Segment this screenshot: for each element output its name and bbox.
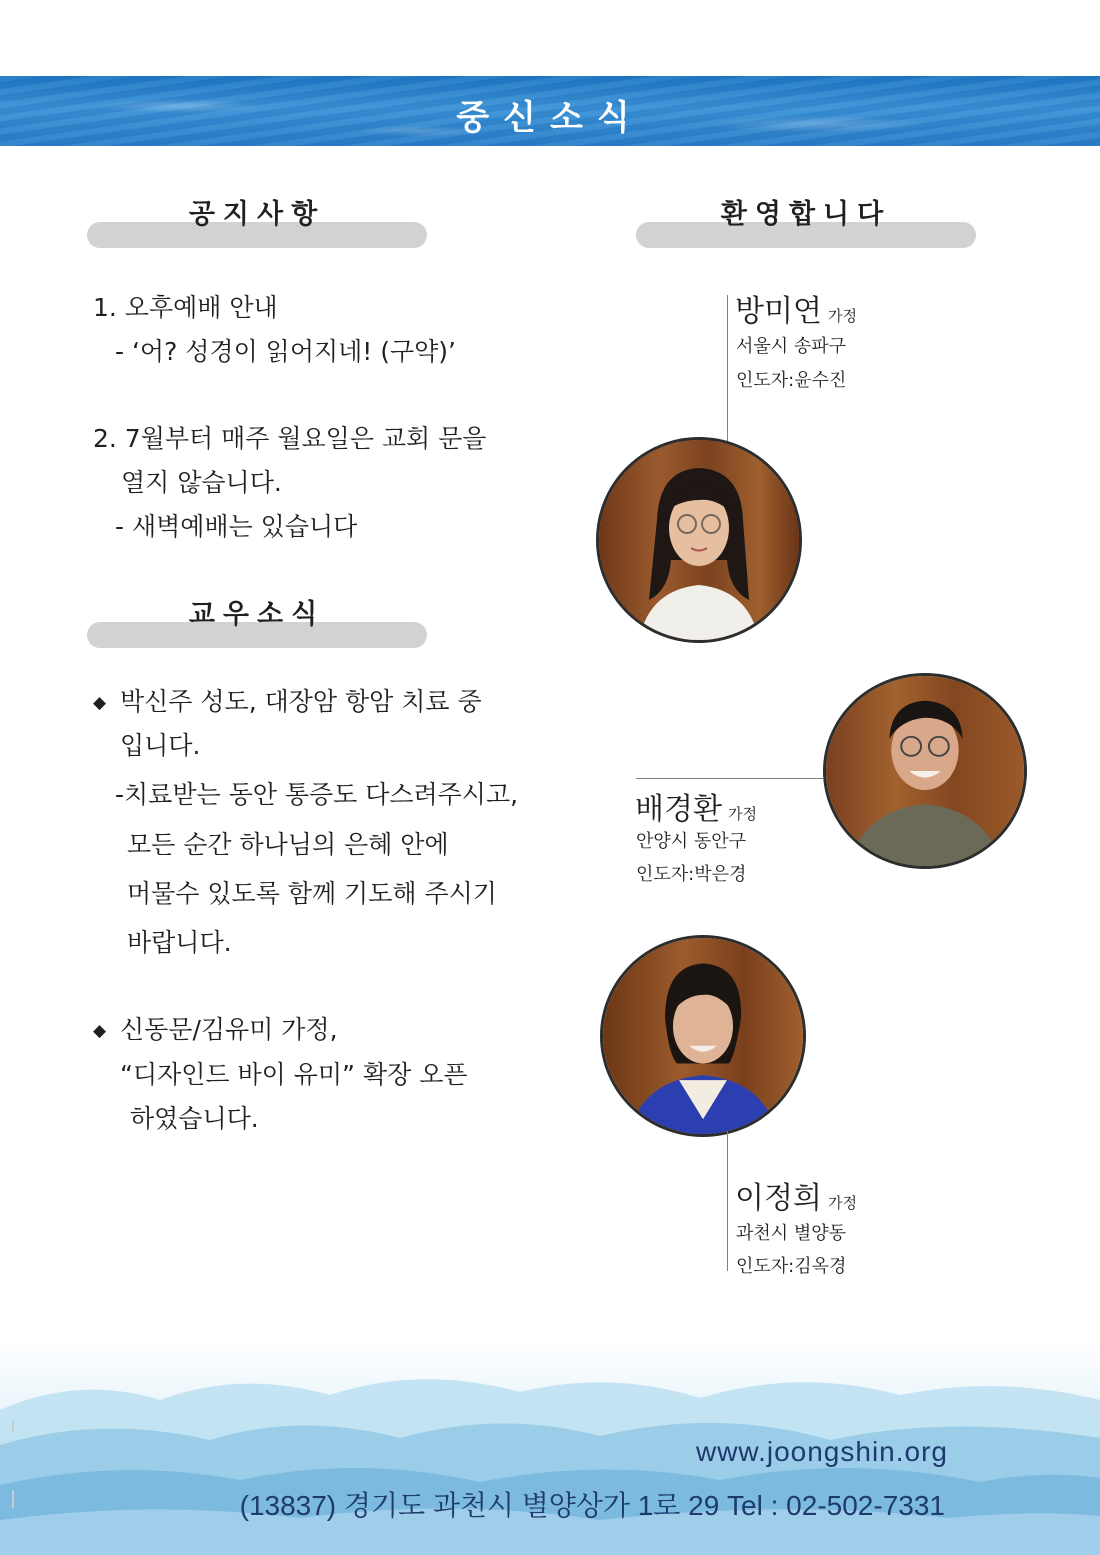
member-guide: 인도자:박은경: [636, 864, 747, 885]
member-guide: 인도자:김옥경: [736, 1256, 847, 1277]
member-name-line: [735, 1173, 857, 1217]
member-location: 서울시 송파구: [736, 336, 847, 357]
members-news-heading: 교우소식: [188, 599, 326, 630]
notice-item-2-title: 2. 7월부터 매주 월요일은 교회 문을: [93, 424, 487, 453]
member-photo-3: [600, 935, 806, 1137]
news-1-line-6: 바랍니다.: [127, 928, 232, 957]
member-name-line: [635, 784, 757, 828]
member-suffix: 가정: [827, 307, 857, 325]
banner-title: 중신소식: [456, 98, 644, 138]
news-2-line-1: 신동문/김유미 가정,: [120, 1015, 338, 1044]
news-1-line-4: 모든 순간 하나님의 은혜 안에: [127, 830, 449, 859]
news-1-line-5: 머물수 있도록 함께 기도해 주시기: [127, 879, 497, 908]
member-location: 안양시 동안구: [636, 831, 747, 852]
member-location: 과천시 별양동: [736, 1223, 847, 1244]
news-1-line-2: 입니다.: [120, 731, 201, 760]
notice-item-2-cont: 열지 않습니다.: [121, 468, 282, 497]
notice-item-1-detail: - ‘어? 성경이 읽어지네! (구약)’: [115, 337, 457, 366]
member-suffix: 가정: [727, 805, 757, 823]
member-name-line: [735, 286, 857, 330]
member-name: 방미연: [735, 294, 822, 329]
members-news-section-header: [87, 590, 427, 650]
notice-section-header: [87, 190, 427, 250]
news-1-line-1: 박신주 성도, 대장암 항암 치료 중: [120, 687, 482, 716]
member-guide: 인도자:윤수진: [736, 370, 847, 391]
diamond-bullet-icon: ◆: [93, 693, 107, 713]
news-1-line-3: -치료받는 동안 통증도 다스려주시고,: [115, 780, 519, 809]
welcome-section-header: [636, 190, 976, 250]
website-url[interactable]: www.joongshin.org: [695, 1436, 948, 1467]
welcome-heading: 환영합니다: [720, 199, 892, 230]
church-address: (13837) 경기도 과천시 별양상가 1로 29 Tel : 02-502-7331: [239, 1490, 945, 1521]
notice-item-1-title: 1. 오후예배 안내: [93, 293, 278, 322]
diamond-bullet-icon: ◆: [93, 1021, 107, 1041]
member-photo-1: [596, 437, 802, 643]
edge-mark: [12, 1490, 14, 1508]
news-2-line-3: 하였습니다.: [130, 1104, 259, 1133]
member-name: 이정희: [735, 1181, 822, 1216]
member-suffix: 가정: [827, 1194, 857, 1212]
news-2-line-2: “디자인드 바이 유미” 확장 오픈: [120, 1060, 468, 1089]
title-banner: [0, 76, 1100, 146]
connector-line: [636, 778, 824, 779]
notice-heading: 공지사항: [188, 199, 326, 230]
notice-item-2-detail: - 새벽예배는 있습니다: [115, 512, 358, 541]
connector-line: [727, 1131, 728, 1271]
member-name: 배경환: [635, 792, 722, 827]
edge-mark: [12, 1420, 14, 1432]
member-photo-2: [823, 673, 1027, 869]
connector-line: [727, 295, 728, 443]
